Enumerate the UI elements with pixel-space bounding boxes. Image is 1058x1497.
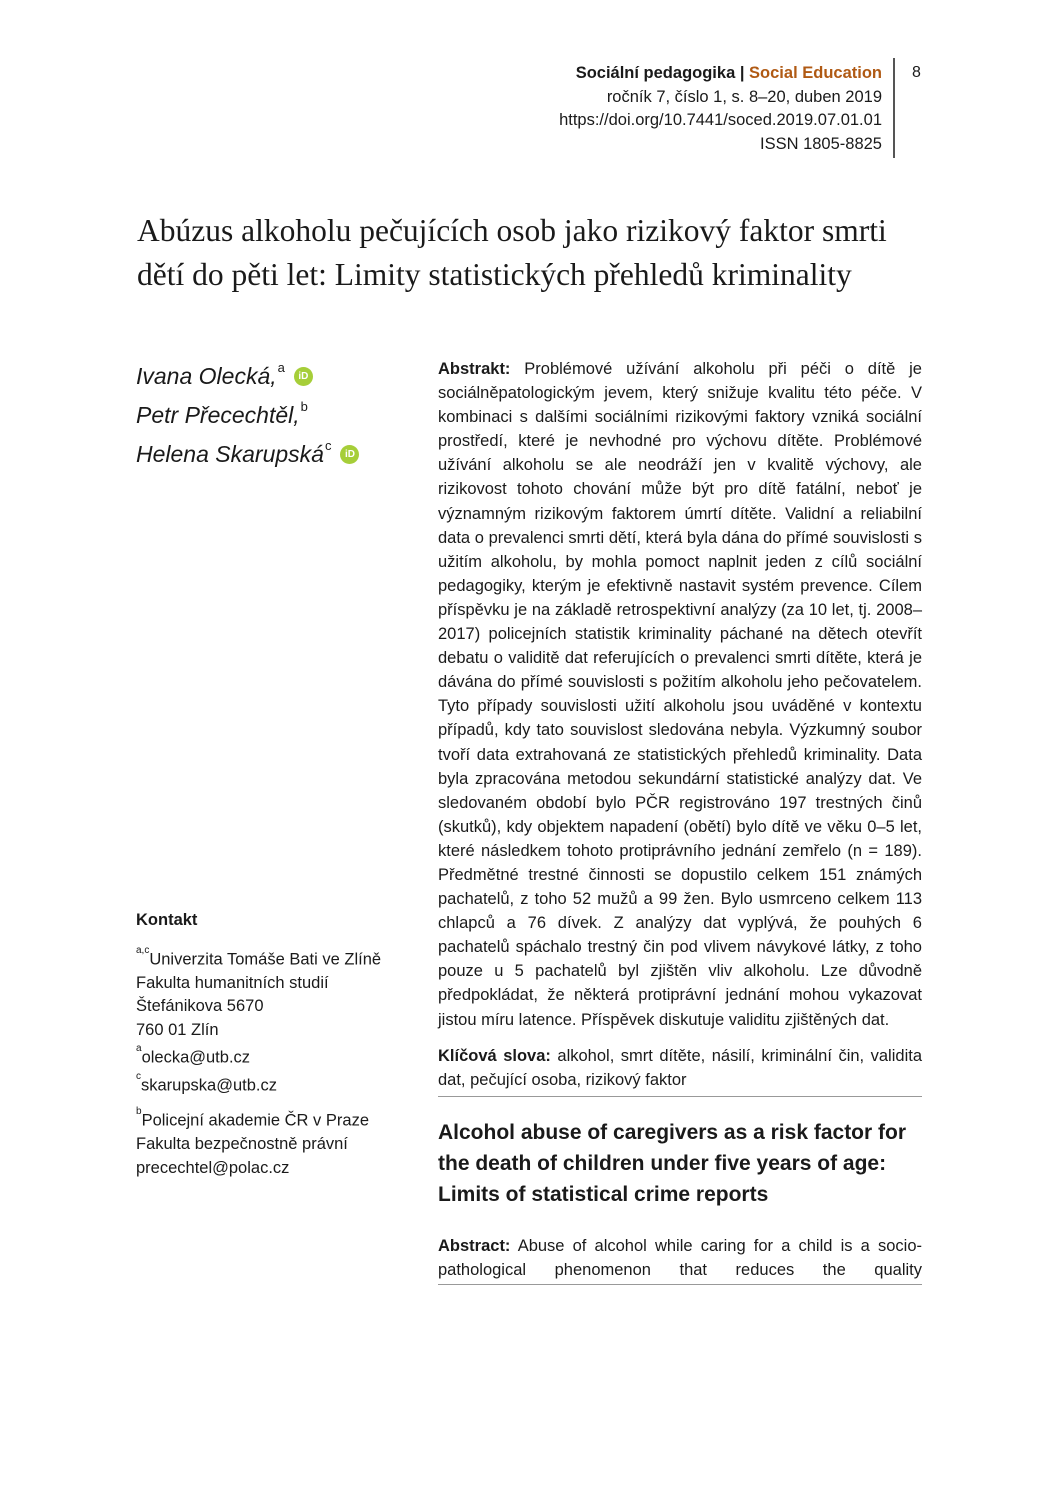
- street-line: Štefánikova 5670: [136, 997, 264, 1015]
- contact-block: [136, 909, 381, 1180]
- abstract-cz: [438, 357, 922, 1032]
- contact-heading: Kontakt: [136, 911, 198, 929]
- author-name: Ivana Olecká,: [136, 363, 277, 389]
- author-affiliation-mark: b: [300, 399, 308, 414]
- keywords-text: alkohol, smrt dítěte, násilí, kriminální čin, validita dat, pečující osoba, rizikový faktor: [438, 1046, 922, 1089]
- author-name: Helena Skarupská: [136, 441, 324, 467]
- abstract-text: Problémové užívání alkoholu při péči o dítě je sociálněpatologickým jevem, který snižuje kvalitu této péče. V kombinaci s dalšími sociálními rizikovými faktory vzniká sociální prostředí, které je nevhodné pro výchovu dítěte. Problémové užívání alkoholu se ale neodráží jen v kvalitě výchovy, ale rizikovost tohoto chování může být pro dítě fatální, neboť je významným rizikovým faktorem úmrtí dítěte. Validní a reliabilní data o prevalenci smrti dětí, která byla dána do přímé souvislosti s užitím alkoholu, by mohla pomoct naplnit jeden z cílů sociální pedagogiky, kterým je efektivně nastavit systém prevence. Cílem příspěvku je na základě retrospektivní analýzy (za 10 let, tj. 2008–2017) policejních statistik kriminality páchané na dětech otevřít debatu o validitě dat referujících o prevalenci smrti dítěte, která je dávána do přímé souvislosti s požitím alkoholu jeho pečovatelem. Tyto případy souvislosti užití alkoholu jsou uváděné v kontextu případů, kdy tato souvislost sledována nebyla. Výzkumný soubor tvoří data extrahovaná ze statistických přehledů kriminality. Data byla zpracována metodou sekundární statistické analýzy dat. Ve sledovaném období bylo PČR registrováno 197 trestných činů (skutků), kdy objektem napadení (obětí) bylo dítě ve věku 0–5 let, které následkem tohoto protiprávního jednání zemřelo (n = 189). Předmětné trestné činnosti se dopustilo celkem 151 známých pachatelů, z toho 52 mužů a 99 žen. Bylo usmrceno celkem 113 chlapců a 76 dívek. Z analýzy dat vyplývá, že pouhých 6 pachatelů spáchalo trestný čin pod vlivem návykové látky, z toho pouze u 5 pachatelů byl zjištěn vliv alkoholu. Lze důvodně předpokládat, že některá protiprávní jednání mohou vykazovat jistou míru latence. Příspěvek diskutuje validitu zjištěných dat.: [438, 360, 922, 1029]
- spacer: [136, 1098, 381, 1105]
- affiliation-utb: $^{a,c}$Univerzita Tomáše Bati ve Zlíně: [136, 944, 382, 968]
- affiliation-mark: a: [136, 1043, 142, 1054]
- doi-link[interactable]: https://doi.org/10.7441/soced.2019.07.01.01: [559, 111, 882, 129]
- abstract-column: [438, 357, 922, 1285]
- header-divider: [893, 58, 895, 158]
- abstract-text: Abuse of alcohol while caring for a child is a socio-pathological phenomenon that reduces the quality: [438, 1236, 922, 1279]
- abstract-label: Abstract:: [438, 1236, 511, 1255]
- abstract-label: Abstrakt:: [438, 360, 511, 378]
- author-name: Petr Přecechtěl,: [136, 402, 300, 428]
- volume-info: ročník 7, číslo 1, s. 8–20, duben 2019: [606, 87, 882, 106]
- journal-name-line: [559, 62, 882, 86]
- author-skarupska: [136, 435, 359, 474]
- affiliation-polac: $^b$Policejní akademie ČR v Praze: [136, 1106, 369, 1130]
- affiliation-mark: a,c: [136, 944, 150, 956]
- affiliation-mark: b: [136, 1106, 142, 1117]
- journal-name-cz: Sociální pedagogika: [575, 64, 736, 82]
- english-title: Alcohol abuse of caregivers as a risk factor for the death of children under five years of age: Limits of statistical crime reports: [438, 1120, 907, 1206]
- email-precechtel[interactable]: precechtel@polac.cz: [136, 1158, 290, 1177]
- page-number: 8: [912, 64, 921, 81]
- author-affiliation-mark: c: [324, 438, 332, 453]
- journal-header: [559, 62, 882, 156]
- faculty-line: Fakulta humanitních studií: [136, 973, 329, 992]
- keywords: [438, 1044, 922, 1097]
- journal-name-separator: |: [735, 64, 750, 82]
- author-list: [136, 357, 359, 474]
- journal-name-en: Social Education: [749, 64, 882, 82]
- faculty-line: Fakulta bezpečnostně právní: [136, 1135, 348, 1153]
- article-title: Abúzus alkoholu pečujících osob jako rizikový faktor smrti dětí do pěti let: Limity statistických přehledů kriminality: [137, 213, 887, 292]
- issn: ISSN 1805-8825: [759, 134, 882, 153]
- author-olecka: [136, 357, 359, 396]
- author-affiliation-mark: a: [277, 360, 285, 375]
- city-line: 760 01 Zlín: [136, 1020, 219, 1039]
- abstract-en: [438, 1234, 922, 1285]
- orcid-icon[interactable]: iD: [340, 445, 359, 464]
- email-skarupska[interactable]: $^c$skarupska@utb.cz: [136, 1071, 277, 1095]
- keywords-label: Klíčová slova:: [438, 1046, 551, 1065]
- affiliation-mark: c: [136, 1071, 141, 1082]
- email-olecka[interactable]: $^a$olecka@utb.cz: [136, 1043, 251, 1067]
- orcid-icon[interactable]: iD: [294, 367, 313, 386]
